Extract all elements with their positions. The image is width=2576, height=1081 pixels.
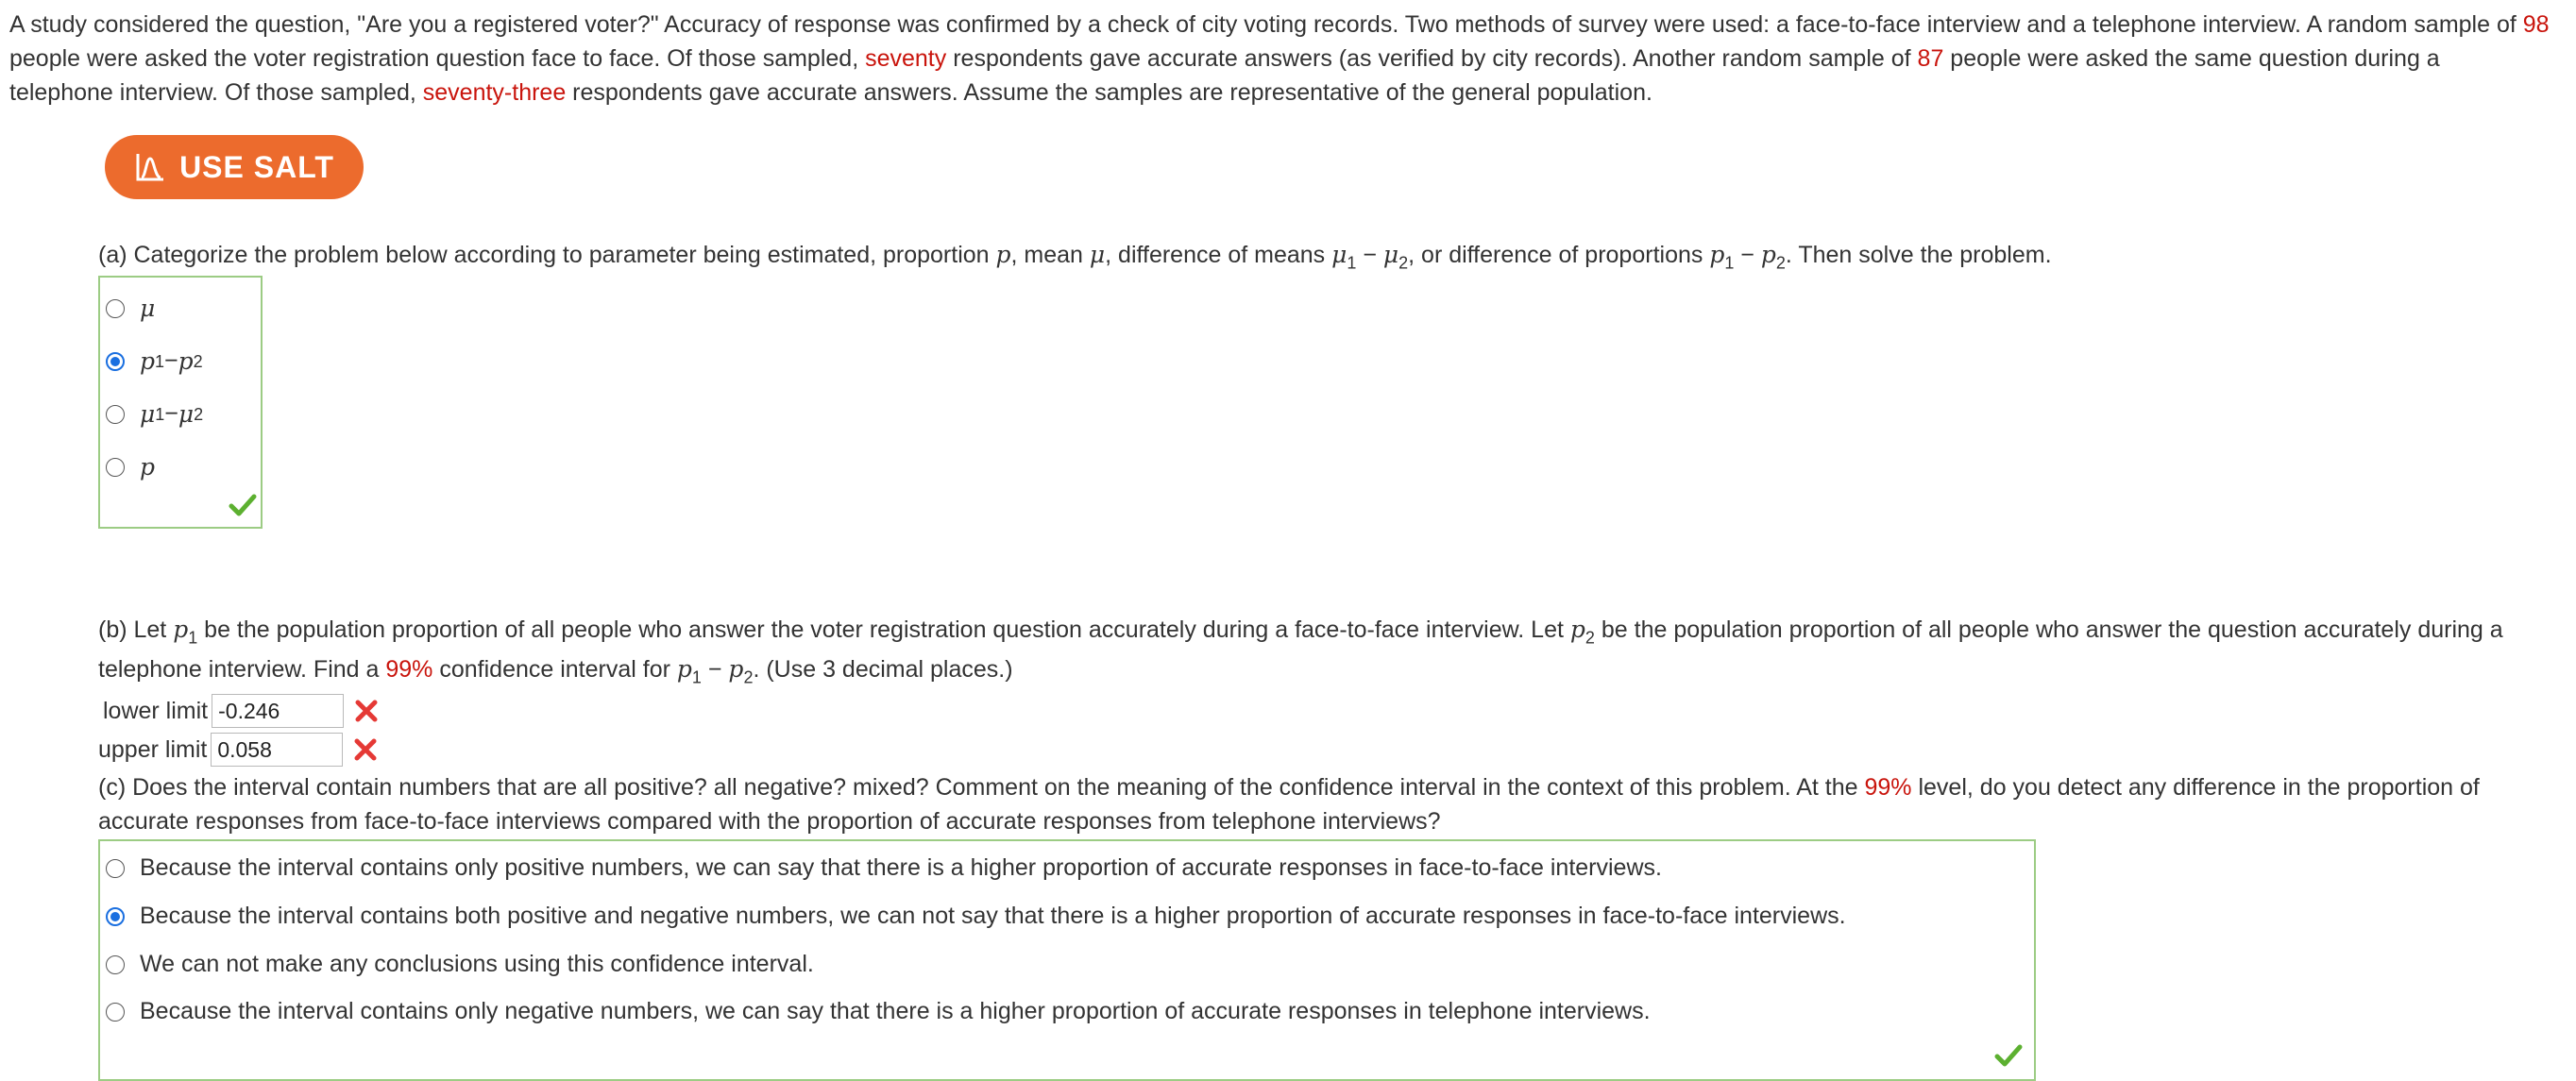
part-a-answer-box — [98, 276, 263, 529]
radio-c-no-conclusion[interactable] — [106, 955, 125, 974]
upper-limit-row — [98, 733, 379, 767]
option-c-negative[interactable]: Because the interval contains only negative numbers, we can say that there is a higher proportion of accurate responses in telephone interviews. — [106, 998, 1651, 1025]
part-b-question: (b) Let $p_1$ be the population proportion of all people who answer the voter registration question accurately during a face-to-face interview. Let $p_2$ be the population proportion of all people who answer the question accurately during a telephone interview. Find a 99% confidence interval for $p_1 - p_2$. (Use 3 decimal places.) — [98, 616, 2503, 687]
upper-limit-label: upper limit — [98, 735, 208, 763]
use-salt-label: USE SALT — [179, 149, 334, 184]
sample-size-phone: 87 — [1917, 45, 1944, 72]
radio-c-negative[interactable] — [106, 1003, 125, 1022]
checkmark-icon — [229, 493, 257, 517]
radio-c-mixed[interactable] — [106, 907, 125, 926]
option-mu1-minus-mu2[interactable]: μ 1 − μ 2 — [106, 400, 203, 428]
option-c-mixed[interactable]: Because the interval contains both positive and negative numbers, we can not say that there is a higher proportion of accurate responses in face-to-face interviews. — [106, 903, 1846, 930]
part-a-question: (a) Categorize the problem below according to parameter being estimated, proportion p, mean μ, difference of means $\mu_1 - \mu_2$, or difference of proportions $p_1 - p_2$. Then solve the problem. — [98, 241, 2052, 273]
salt-graph-icon — [134, 151, 166, 183]
confidence-level: 99% — [385, 656, 433, 683]
part-c-question: (c) Does the interval contain numbers that are all positive? all negative? mixed? Comment on the meaning of the confidence interval in the context of this problem. At the 99% level, do you detect any difference in the proportion of accurate responses from face-to-face interviews compared with the proportion of accurate responses from telephone interviews? — [98, 774, 2480, 835]
accurate-count-face: seventy — [865, 45, 947, 72]
significance-level: 99% — [1864, 774, 1912, 801]
x-mark-icon — [352, 736, 379, 763]
lower-limit-row — [103, 694, 380, 728]
lower-limit-label: lower limit — [103, 697, 209, 724]
lower-limit-input[interactable] — [212, 694, 344, 728]
radio-p1-minus-p2[interactable] — [106, 352, 125, 371]
problem-statement: A study considered the question, "Are you a registered voter?" Accuracy of response was confirmed by a check of city voting records. Two methods of survey were used: a face-to-face interview and a telephone interview. A random sample of 98 people were asked the voter registration question face to face. Of those sampled, seventy respondents gave accurate answers (as verified by city records). Another random sample of 87 people were asked the same question during a telephone interview. Of those sampled, seventy-three respondents gave accurate answers. Assume the samples are representative of the general population. — [9, 11, 2550, 106]
radio-c-positive[interactable] — [106, 859, 125, 878]
option-p1-minus-p2[interactable]: p 1 − p 2 — [106, 347, 203, 375]
option-c-no-conclusion[interactable]: We can not make any conclusions using this confidence interval. — [106, 951, 814, 978]
option-c-positive[interactable]: Because the interval contains only positive numbers, we can say that there is a higher proportion of accurate responses in face-to-face interviews. — [106, 854, 1662, 882]
option-p[interactable]: p — [106, 453, 155, 481]
upper-limit-input[interactable] — [211, 733, 343, 767]
part-c-answer-box — [98, 839, 2036, 1081]
checkmark-icon — [1994, 1043, 2023, 1068]
sample-size-face: 98 — [2522, 11, 2550, 38]
radio-mu[interactable] — [106, 299, 125, 318]
use-salt-button[interactable] — [105, 135, 364, 199]
radio-mu1-minus-mu2[interactable] — [106, 405, 125, 424]
x-mark-icon — [353, 698, 380, 724]
radio-p[interactable] — [106, 458, 125, 477]
accurate-count-phone: seventy-three — [422, 79, 567, 106]
option-mu[interactable]: μ — [106, 295, 155, 322]
